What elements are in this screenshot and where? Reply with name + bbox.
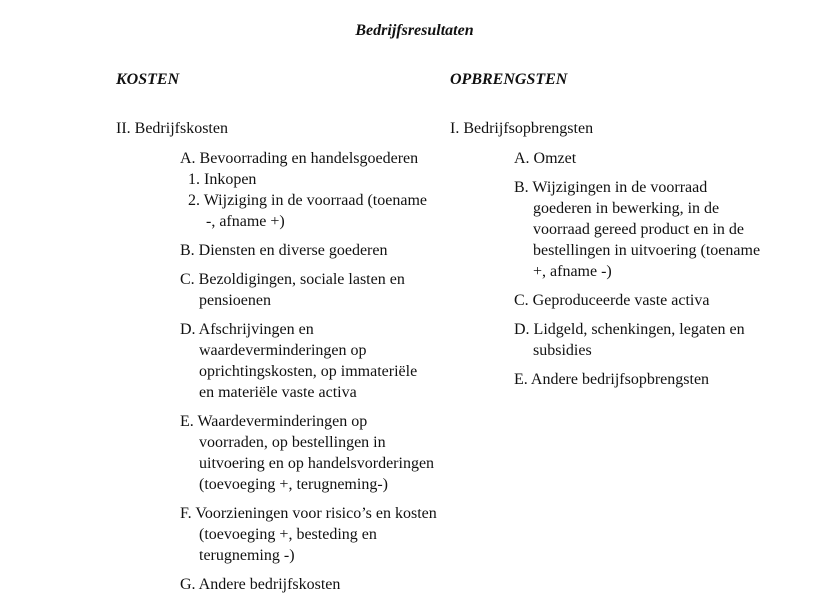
kosten-item-c: C. Bezoldigingen, sociale lasten en pensioenen bbox=[180, 271, 405, 309]
page-title: Bedrijfsresultaten bbox=[355, 22, 474, 39]
opbrengsten-item-e: E. Andere bedrijfsopbrengsten bbox=[514, 371, 710, 388]
kosten-item-d: D. Afschrijvingen en waardeverminderingen op oprichtingskosten, op immateriële en materiële vaste activa bbox=[180, 321, 418, 401]
opbrengsten-item-d: D. Lidgeld, schenkingen, legaten en subsidies bbox=[514, 321, 745, 359]
kosten-item-g: G. Andere bedrijfskosten bbox=[180, 576, 341, 593]
opbrengsten-column bbox=[450, 118, 770, 398]
opbrengsten-item-a: A. Omzet bbox=[514, 150, 577, 167]
kosten-subitem-1: 1. Inkopen bbox=[188, 171, 257, 188]
kosten-subitem-2: 2. Wijziging in de voorraad (toename -, afname +) bbox=[188, 192, 427, 230]
opbrengsten-section-title: I. Bedrijfsopbrengsten bbox=[450, 120, 594, 137]
kosten-section-title: II. Bedrijfskosten bbox=[116, 120, 228, 137]
kosten-item-e: E. Waardeverminderingen op voorraden, op bestellingen in uitvoering en op handelsvorderingen (toevoeging +, terugneming-) bbox=[180, 413, 435, 493]
kosten-item-b: B. Diensten en diverse goederen bbox=[180, 242, 388, 259]
kosten-item-f: F. Voorzieningen voor risico’s en kosten (toevoeging +, besteding en terugneming -) bbox=[180, 505, 437, 564]
kosten-item-a: A. Bevoorrading en handelsgoederen bbox=[180, 150, 419, 167]
kosten-item-a-block bbox=[116, 148, 436, 232]
opbrengsten-heading: OPBRENGSTEN bbox=[450, 71, 568, 88]
opbrengsten-item-b: B. Wijzigingen in de voorraad goederen in bewerking, in de voorraad gereed product en in de bestellingen in uitvoering (toename +, afname -) bbox=[514, 179, 761, 280]
kosten-column bbox=[116, 118, 436, 603]
kosten-heading: KOSTEN bbox=[116, 71, 180, 88]
opbrengsten-item-c: C. Geproduceerde vaste activa bbox=[514, 292, 710, 309]
